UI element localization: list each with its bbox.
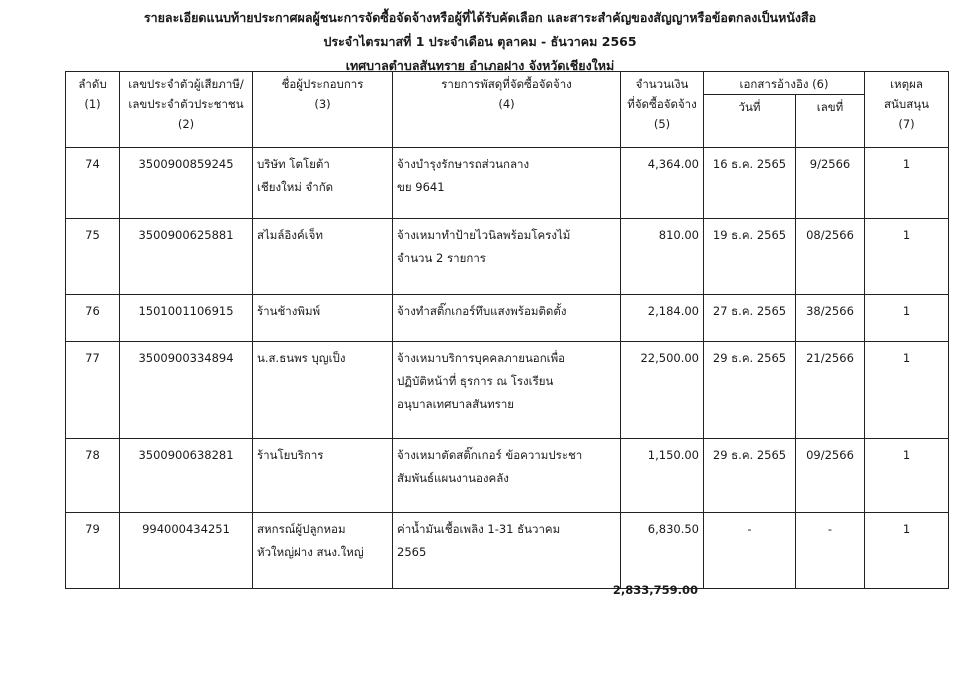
cell-item: ค่าน้ำมันเชื้อเพลิง 1-31 ธันวาคม 2565 — [393, 513, 621, 589]
cell-taxid: 994000434251 — [120, 513, 253, 589]
cell-date: 16 ธ.ค. 2565 — [704, 148, 796, 219]
col-header-docno: เลขที่ — [796, 95, 865, 148]
col-header-reference: เอกสารอ้างอิง (6) — [704, 72, 865, 95]
cell-vendor: น.ส.ธนพร บุญเป็ง — [253, 342, 393, 439]
col-header-amount: จำนวนเงิน ที่จัดซื้อจัดจ้าง (5) — [621, 72, 704, 148]
cell-reason: 1 — [865, 342, 949, 439]
cell-docno: 21/2566 — [796, 342, 865, 439]
cell-reason: 1 — [865, 148, 949, 219]
cell-no: 74 — [66, 148, 120, 219]
cell-docno: - — [796, 513, 865, 589]
procurement-table — [65, 71, 949, 589]
cell-docno: 08/2566 — [796, 219, 865, 295]
cell-taxid: 1501001106915 — [120, 295, 253, 342]
col-header-taxid: เลขประจำตัวผู้เสียภาษี/ เลขประจำตัวประชาชน (2) — [120, 72, 253, 148]
cell-amount: 1,150.00 — [621, 439, 704, 513]
table-row — [66, 439, 949, 513]
cell-amount: 22,500.00 — [621, 342, 704, 439]
cell-vendor: บริษัท โตโยต้า เชียงใหม่ จำกัด — [253, 148, 393, 219]
cell-vendor: ร้านช้างพิมพ์ — [253, 295, 393, 342]
cell-reason: 1 — [865, 219, 949, 295]
cell-item: จ้างบำรุงรักษารถส่วนกลาง ขย 9641 — [393, 148, 621, 219]
cell-date: 29 ธ.ค. 2565 — [704, 342, 796, 439]
cell-docno: 9/2566 — [796, 148, 865, 219]
cell-taxid: 3500900334894 — [120, 342, 253, 439]
cell-date: 29 ธ.ค. 2565 — [704, 439, 796, 513]
cell-reason: 1 — [865, 513, 949, 589]
col-header-vendor: ชื่อผู้ประกอบการ (3) — [253, 72, 393, 148]
cell-vendor: สหกรณ์ผู้ปลูกหอม หัวใหญ่ฝาง สนง.ใหญ่ — [253, 513, 393, 589]
cell-reason: 1 — [865, 439, 949, 513]
grand-total: 2,833,759.00 — [612, 583, 698, 597]
col-header-item: รายการพัสดุที่จัดซื้อจัดจ้าง (4) — [393, 72, 621, 148]
cell-vendor: สไมล์อิงค์เจ็ท — [253, 219, 393, 295]
table-row — [66, 148, 949, 219]
cell-amount: 810.00 — [621, 219, 704, 295]
col-header-date: วันที่ — [704, 95, 796, 148]
cell-vendor: ร้านโยบริการ — [253, 439, 393, 513]
cell-date: 27 ธ.ค. 2565 — [704, 295, 796, 342]
table-row — [66, 342, 949, 439]
cell-item: จ้างเหมาตัดสติ๊กเกอร์ ข้อความประชา สัมพันธ์แผนงานองคลัง — [393, 439, 621, 513]
cell-amount: 6,830.50 — [621, 513, 704, 589]
cell-no: 78 — [66, 439, 120, 513]
cell-no: 75 — [66, 219, 120, 295]
table-row — [66, 513, 949, 589]
cell-no: 77 — [66, 342, 120, 439]
cell-amount: 2,184.00 — [621, 295, 704, 342]
cell-item: จ้างทำสติ๊กเกอร์ทึบแสงพร้อมติดตั้ง — [393, 295, 621, 342]
cell-no: 76 — [66, 295, 120, 342]
document-title: รายละเอียดแนบท้ายประกาศผลผู้ชนะการจัดซื้อจัดจ้างหรือผู้ที่ได้รับคัดเลือก และสาระสำคัญของสัญญาหรือข้อตกลงเป็นหนังสือ — [143, 10, 817, 25]
table-row — [66, 295, 949, 342]
cell-amount: 4,364.00 — [621, 148, 704, 219]
cell-item: จ้างเหมาทำป้ายไวนิลพร้อมโครงไม้ จำนวน 2 รายการ — [393, 219, 621, 295]
document-period: ประจำไตรมาสที่ 1 ประจำเดือน ตุลาคม - ธันวาคม 2565 — [323, 34, 637, 49]
document-organization: เทศบาลตำบลสันทราย อำเภอฝาง จังหวัดเชียงใหม่ — [345, 58, 615, 73]
cell-date: 19 ธ.ค. 2565 — [704, 219, 796, 295]
col-header-no: ลำดับ (1) — [66, 72, 120, 148]
cell-no: 79 — [66, 513, 120, 589]
cell-docno: 38/2566 — [796, 295, 865, 342]
cell-docno: 09/2566 — [796, 439, 865, 513]
col-header-reason: เหตุผลสนับสนุน (7) — [865, 72, 949, 148]
table-row — [66, 219, 949, 295]
cell-taxid: 3500900625881 — [120, 219, 253, 295]
cell-reason: 1 — [865, 295, 949, 342]
cell-date: - — [704, 513, 796, 589]
cell-taxid: 3500900859245 — [120, 148, 253, 219]
cell-item: จ้างเหมาบริการบุคคลภายนอกเพื่อ ปฏิบัติหน้าที่ ธุรการ ณ โรงเรียน อนุบาลเทศบาลสันทราย — [393, 342, 621, 439]
cell-taxid: 3500900638281 — [120, 439, 253, 513]
